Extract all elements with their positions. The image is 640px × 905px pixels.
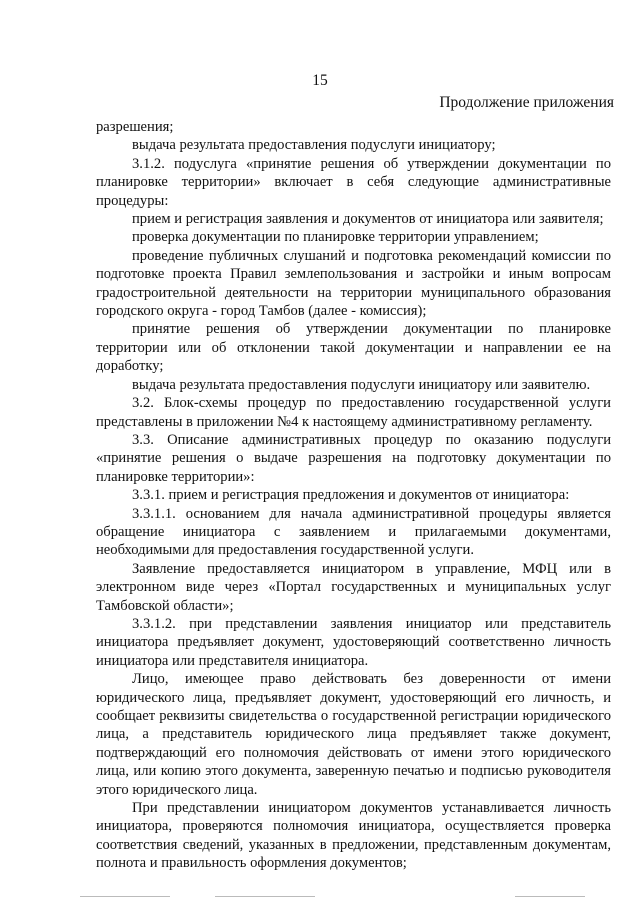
paragraph: проверка документации по планировке территории управлением; xyxy=(132,229,539,246)
paragraph: 3.3.1. прием и регистрация предложения и документов от инициатора: xyxy=(132,487,570,504)
page-number: 15 xyxy=(312,72,328,89)
paragraph: прием и регистрация заявления и документов от инициатора или заявителя; xyxy=(132,211,604,228)
paragraph: 3.3.1.2. при представлении заявления инициатор или представитель инициатора предъявляет документ, удостоверяющий соответственно личность инициатора или представителя инициатора. xyxy=(96,615,611,669)
paragraph: Лицо, имеющее право действовать без доверенности от имени юридического лица, предъявляет документ, удостоверяющий его личность, и сообщает реквизиты свидетельства о государственной регистрации юридического лица, а представитель юридического лица предъявляет также документ, подтверждающий его полномочия действовать от имени этого юридического лица, или копию этого документа, заверенную печатью и подписью руководителя этого юридического лица. xyxy=(96,671,611,798)
scan-artifact-line xyxy=(80,896,170,897)
paragraph: 3.1.2. подуслуга «принятие решения об утверждении документации по планировке территории» включает в себя следующие административные процедуры: xyxy=(96,155,611,209)
scan-artifact-line xyxy=(215,896,315,897)
paragraph: выдача результата предоставления подуслуги инициатору; xyxy=(132,137,496,154)
paragraph: разрешения; xyxy=(96,119,174,135)
paragraph: При представлении инициатором документов устанавливается личность инициатора, проверяются полномочия инициатора, осуществляется проверка соответствия сведений, указанных в предложении, представленным документам, полнота и правильность оформления документов; xyxy=(96,800,611,872)
document-body xyxy=(96,118,611,873)
paragraph: выдача результата предоставления подуслуги инициатору или заявителю. xyxy=(132,376,591,393)
paragraph: принятие решения об утверждении документации по планировке территории или об отклонении такой документации и направлении ее на доработку; xyxy=(96,321,611,375)
paragraph: 3.3. Описание административных процедур по оказанию подуслуги «принятие решения о выдаче разрешения на подготовку документации по планировке территории»: xyxy=(96,431,611,485)
continuation-header: Продолжение приложения xyxy=(439,94,614,111)
scan-artifact-line xyxy=(515,896,585,897)
paragraph: Заявление предоставляется инициатором в управление, МФЦ или в электронном виде через «Портал государственных и муниципальных услуг Тамбовской области»; xyxy=(96,560,611,614)
paragraph: 3.2. Блок-схемы процедур по предоставлению государственной услуги представлены в приложении №4 к настоящему административному регламенту. xyxy=(96,395,611,430)
paragraph: 3.3.1.1. основанием для начала административной процедуры является обращение инициатора с заявлением и прилагаемыми документами, необходимыми для предоставления государственной услуги. xyxy=(96,505,611,559)
paragraph: проведение публичных слушаний и подготовка рекомендаций комиссии по подготовке проекта Правил землепользования и застройки и иным вопросам градостроительной деятельности на территории муниципального образования городского округа - город Тамбов (далее - комиссия); xyxy=(96,247,611,320)
